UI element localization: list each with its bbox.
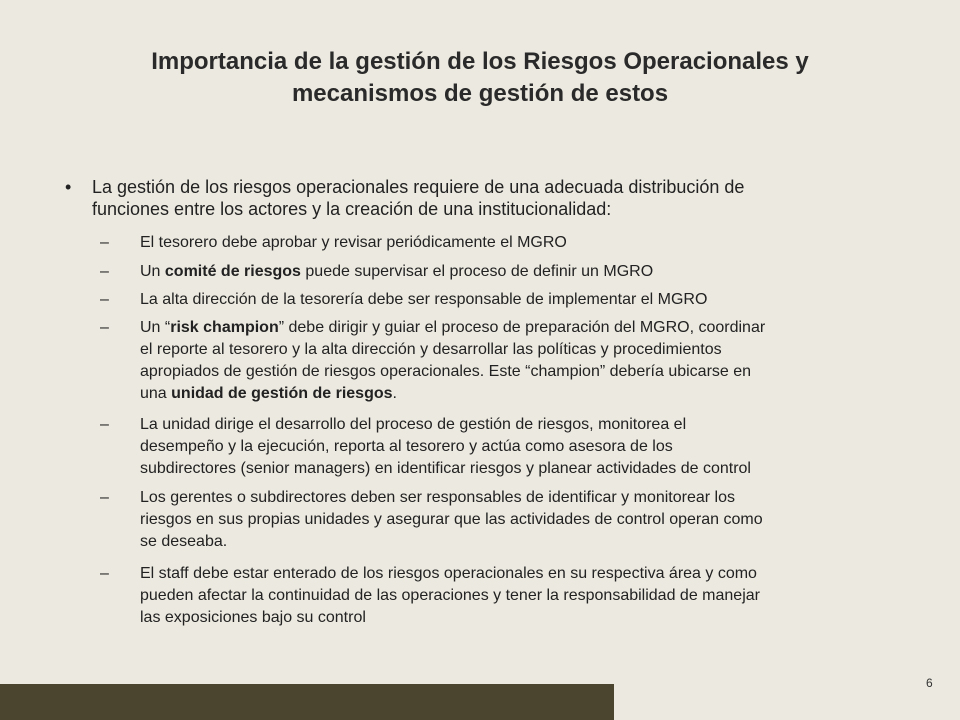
page-number: 6: [926, 676, 933, 690]
footer-bar: [0, 684, 614, 720]
dash-marker: –: [100, 291, 109, 308]
main-bullet-line-1: La gestión de los riesgos operacionales requiere de una adecuada distribución de: [92, 177, 745, 197]
sub-item-line-1: Los gerentes o subdirectores deben ser responsables de identificar y monitorear los: [140, 489, 735, 506]
slide-title-line-2: mecanismos de gestión de estos: [291, 80, 669, 107]
sub-item-line-2: pueden afectar la continuidad de las operaciones y tener la responsabilidad de manejar: [140, 587, 760, 604]
main-bullet-line-2: funciones entre los actores y la creación de una institucionalidad:: [92, 199, 612, 219]
sub-item-tesorero: [100, 232, 910, 254]
dash-marker: –: [100, 234, 109, 251]
dash-marker: –: [100, 319, 109, 336]
sub-item-line-1: La unidad dirige el desarrollo del proceso de gestión de riesgos, monitorea el: [140, 416, 687, 433]
sub-item-line-3: apropiados de gestión de riesgos operacionales. Este “champion” debería ubicarse en: [140, 363, 752, 380]
sub-item-line-3: las exposiciones bajo su control: [140, 609, 366, 626]
dash-marker: –: [100, 263, 109, 280]
slide-title-line-1: Importancia de la gestión de los Riesgos Operacionales y: [151, 48, 809, 75]
bullet-marker: •: [65, 177, 72, 197]
bold-term-risk-champion: risk champion: [170, 319, 279, 336]
dash-marker: –: [100, 416, 109, 433]
sub-item-line-1: El staff debe estar enterado de los riesgos operacionales en su respectiva área y como: [140, 565, 757, 582]
dash-marker: –: [100, 489, 109, 506]
sub-item-line-3: subdirectores (senior managers) en identificar riesgos y planear actividades de control: [140, 460, 751, 477]
sub-item-risk-champion: [100, 317, 910, 405]
sub-item-line-1: Un “risk champion” debe dirigir y guiar el proceso de preparación del MGRO, coordinar: [140, 319, 766, 336]
main-bullet-text: [92, 176, 905, 220]
slide-title: [60, 46, 900, 110]
bold-term-comite: comité de riesgos: [164, 263, 301, 280]
sub-item-unidad: [100, 414, 910, 480]
sub-item-staff: [100, 563, 910, 629]
dash-marker: –: [100, 565, 109, 582]
bold-term-unidad: unidad de gestión de riesgos: [171, 385, 393, 402]
main-bullet: [65, 176, 905, 220]
sub-item-line-2: riesgos en sus propias unidades y asegurar que las actividades de control operan como: [140, 511, 763, 528]
sub-item-text: Un comité de riesgos puede supervisar el proceso de definir un MGRO: [140, 263, 654, 280]
sub-item-text: La alta dirección de la tesorería debe ser responsable de implementar el MGRO: [140, 291, 708, 308]
sub-item-line-4: una unidad de gestión de riesgos.: [140, 385, 397, 402]
sub-item-line-3: se deseaba.: [140, 533, 228, 550]
sub-item-line-2: el reporte al tesorero y la alta dirección y desarrollar las políticas y procedimientos: [140, 341, 722, 358]
sub-item-comite: [100, 261, 910, 283]
sub-item-text: El tesorero debe aprobar y revisar periódicamente el MGRO: [140, 234, 567, 251]
sub-item-alta-direccion: [100, 289, 910, 311]
sub-item-line-2: desempeño y la ejecución, reporta al tesorero y actúa como asesora de los: [140, 438, 673, 455]
sub-item-gerentes: [100, 487, 910, 553]
